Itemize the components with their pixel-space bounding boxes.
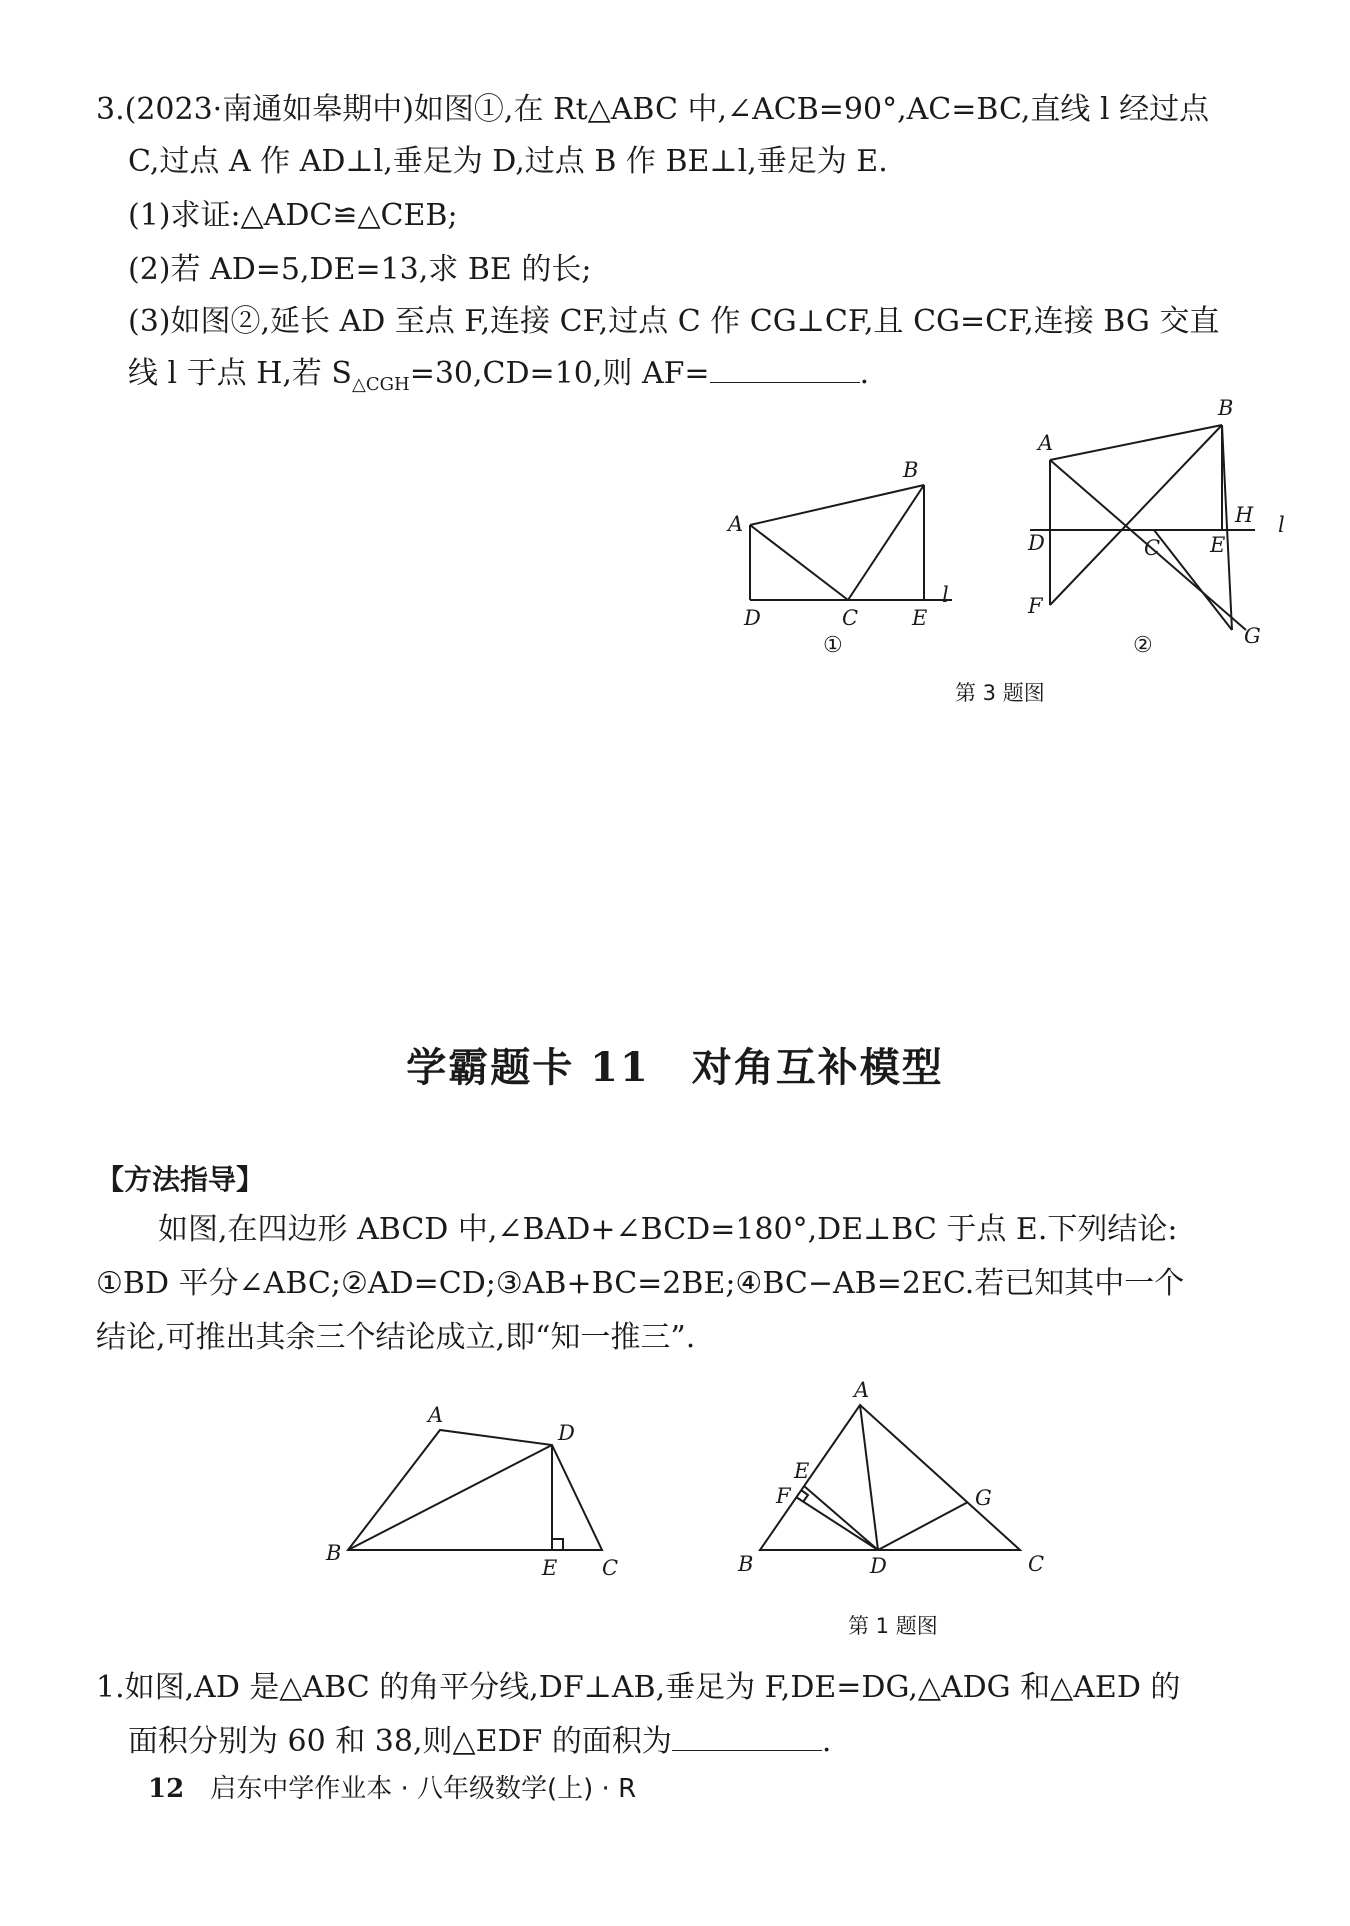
method-figure-quadrilateral <box>320 1395 640 1585</box>
tri-segment-GD <box>878 1502 968 1550</box>
q1-answer-blank[interactable] <box>672 1720 822 1751</box>
q3-part-3-text-a: 线 l 于点 H,若 S <box>128 356 352 391</box>
method-line-2: ①BD 平分∠ABC;②AD=CD;③AB+BC=2BE;④BC−AB=2EC.若已知其中一个 <box>96 1266 1185 1301</box>
tri-segment-ED <box>804 1486 878 1550</box>
fig2-label-l: l <box>1278 513 1285 537</box>
method-figure-triangle <box>730 1375 1050 1585</box>
q3-part-1: (1)求证:△ADC≌△CEB; <box>128 198 458 233</box>
q1-line-1: 1.如图,AD 是△ABC 的角平分线,DF⊥AB,垂足为 F,DE=DG,△ADG 和△AED 的 <box>96 1670 1181 1705</box>
tri-label-F: F <box>776 1484 791 1508</box>
method-line-3: 结论,可推出其余三个结论成立,即“知一推三”. <box>96 1320 696 1355</box>
q3-answer-blank[interactable] <box>710 352 860 383</box>
tri-label-C: C <box>1028 1552 1045 1576</box>
q1-figure-caption: 第 1 题图 <box>848 1614 938 1638</box>
q3-figure-caption: 第 3 题图 <box>955 681 1045 705</box>
q3-figure-2 <box>1010 395 1310 660</box>
method-guide-label: 【方法指导】 <box>96 1163 265 1196</box>
quad-label-C: C <box>602 1556 619 1580</box>
fig2-label-D: D <box>1028 531 1045 555</box>
q3-line-1: 3.(2023·南通如皋期中)如图①,在 Rt△ABC 中,∠ACB=90°,AC=BC,直线 l 经过点 <box>96 92 1210 127</box>
quad-label-D: D <box>558 1421 575 1445</box>
section-title: 学霸题卡 11 对角互补模型 <box>406 1044 944 1091</box>
fig2-number-label: ② <box>1133 633 1153 658</box>
method-line-1: 如图,在四边形 ABCD 中,∠BAD+∠BCD=180°,DE⊥BC 于点 E.下列结论: <box>158 1212 1178 1247</box>
q3-part-3-text-b: =30,CD=10,则 AF= <box>409 356 710 391</box>
q3-part-3-line-1: (3)如图②,延长 AD 至点 F,连接 CF,过点 C 作 CG⊥CF,且 CG=CF,连接 BG 交直 <box>128 304 1220 339</box>
quad-label-E: E <box>542 1556 558 1580</box>
fig1-segment-AC <box>750 525 848 600</box>
quad-diagonal-BD <box>348 1445 552 1550</box>
q3-area-subscript: △CGH <box>352 374 410 395</box>
q3-part-2: (2)若 AD=5,DE=13,求 BE 的长; <box>128 252 592 287</box>
page-number: 12 <box>148 1774 185 1804</box>
fig2-segment-FB <box>1050 425 1222 605</box>
tri-label-B: B <box>738 1552 754 1576</box>
fig1-label-C: C <box>842 606 859 630</box>
q1-line-2-text: 面积分别为 60 和 38,则△EDF 的面积为 <box>128 1724 672 1759</box>
q3-figure-1 <box>720 455 960 655</box>
page-footer <box>148 1768 636 1805</box>
q1-line-2-end: . <box>821 1724 832 1759</box>
fig2-label-F: F <box>1028 594 1043 618</box>
quad-ABCD <box>348 1430 602 1550</box>
tri-label-A: A <box>854 1378 870 1402</box>
tri-label-D: D <box>870 1554 887 1578</box>
q1-line-2 <box>128 1720 831 1762</box>
quad-label-B: B <box>326 1541 342 1565</box>
fig2-label-H: H <box>1235 503 1254 527</box>
tri-segment-AD <box>860 1405 878 1550</box>
tri-label-G: G <box>975 1486 992 1510</box>
tri-label-E: E <box>794 1459 810 1483</box>
q3-line-2: C,过点 A 作 AD⊥l,垂足为 D,过点 B 作 BE⊥l,垂足为 E. <box>128 144 888 179</box>
fig2-label-E: E <box>1210 533 1226 557</box>
fig2-label-A: A <box>1038 431 1054 455</box>
fig1-label-D: D <box>744 606 761 630</box>
fig1-label-l: l <box>942 583 949 607</box>
fig1-segment-AB <box>750 485 924 525</box>
fig2-label-G: G <box>1244 624 1261 648</box>
fig2-label-C: C <box>1144 536 1161 560</box>
tri-segment-FD <box>796 1497 878 1550</box>
fig2-segment-BG <box>1222 425 1232 630</box>
fig2-segment-AB <box>1050 425 1222 460</box>
fig1-segment-BC <box>848 485 924 600</box>
q3-part-3-line-2 <box>128 352 869 405</box>
fig1-label-A: A <box>728 512 744 536</box>
fig1-label-E: E <box>912 606 928 630</box>
q3-part-3-end: . <box>859 356 870 391</box>
fig1-number-label: ① <box>823 633 843 655</box>
fig1-label-B: B <box>903 458 919 482</box>
fig2-label-B: B <box>1218 396 1234 420</box>
quad-right-angle-mark <box>552 1539 563 1550</box>
book-title: 启东中学作业本 · 八年级数学(上) · R <box>210 1774 637 1804</box>
quad-label-A: A <box>428 1403 444 1427</box>
